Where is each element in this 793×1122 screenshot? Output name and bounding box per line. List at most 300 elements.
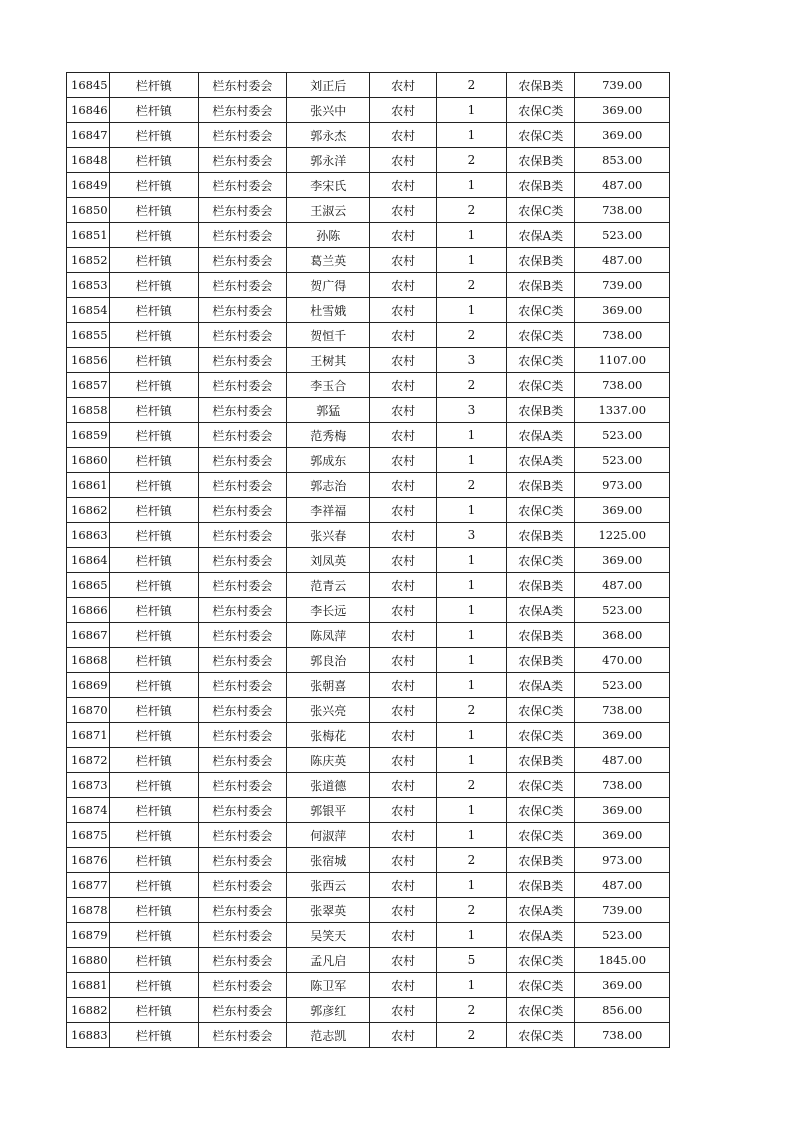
area-type-cell: 农村 xyxy=(370,648,436,673)
insurance-type-cell: 农保C类 xyxy=(507,123,575,148)
insurance-type-cell: 农保B类 xyxy=(507,73,575,98)
amount-cell: 369.00 xyxy=(575,548,670,573)
amount-cell: 487.00 xyxy=(575,873,670,898)
amount-cell: 523.00 xyxy=(575,598,670,623)
record-id-cell: 16863 xyxy=(67,523,110,548)
amount-cell: 470.00 xyxy=(575,648,670,673)
name-cell: 张西云 xyxy=(287,873,370,898)
area-type-cell: 农村 xyxy=(370,723,436,748)
area-type-cell: 农村 xyxy=(370,598,436,623)
area-type-cell: 农村 xyxy=(370,73,436,98)
insurance-type-cell: 农保C类 xyxy=(507,698,575,723)
village-committee-cell: 栏东村委会 xyxy=(198,198,286,223)
village-committee-cell: 栏东村委会 xyxy=(198,248,286,273)
village-committee-cell: 栏东村委会 xyxy=(198,1023,286,1048)
household-count-cell: 1 xyxy=(436,873,506,898)
area-type-cell: 农村 xyxy=(370,473,436,498)
amount-cell: 369.00 xyxy=(575,823,670,848)
village-committee-cell: 栏东村委会 xyxy=(198,348,286,373)
record-id-cell: 16850 xyxy=(67,198,110,223)
name-cell: 吴笑天 xyxy=(287,923,370,948)
table-row xyxy=(67,698,670,723)
household-count-cell: 2 xyxy=(436,898,506,923)
insurance-type-cell: 农保C类 xyxy=(507,498,575,523)
town-cell: 栏杆镇 xyxy=(110,348,198,373)
amount-cell: 523.00 xyxy=(575,673,670,698)
area-type-cell: 农村 xyxy=(370,348,436,373)
amount-cell: 523.00 xyxy=(575,223,670,248)
record-id-cell: 16871 xyxy=(67,723,110,748)
area-type-cell: 农村 xyxy=(370,298,436,323)
table-row xyxy=(67,548,670,573)
town-cell: 栏杆镇 xyxy=(110,998,198,1023)
amount-cell: 369.00 xyxy=(575,973,670,998)
household-count-cell: 2 xyxy=(436,1023,506,1048)
amount-cell: 738.00 xyxy=(575,773,670,798)
area-type-cell: 农村 xyxy=(370,798,436,823)
household-count-cell: 5 xyxy=(436,948,506,973)
area-type-cell: 农村 xyxy=(370,673,436,698)
town-cell: 栏杆镇 xyxy=(110,148,198,173)
record-id-cell: 16869 xyxy=(67,673,110,698)
village-committee-cell: 栏东村委会 xyxy=(198,723,286,748)
insurance-type-cell: 农保C类 xyxy=(507,723,575,748)
record-id-cell: 16862 xyxy=(67,498,110,523)
record-id-cell: 16866 xyxy=(67,598,110,623)
amount-cell: 738.00 xyxy=(575,373,670,398)
table-row xyxy=(67,773,670,798)
table-row xyxy=(67,798,670,823)
village-committee-cell: 栏东村委会 xyxy=(198,823,286,848)
village-committee-cell: 栏东村委会 xyxy=(198,598,286,623)
amount-cell: 523.00 xyxy=(575,448,670,473)
name-cell: 郭志治 xyxy=(287,473,370,498)
town-cell: 栏杆镇 xyxy=(110,398,198,423)
insurance-type-cell: 农保C类 xyxy=(507,198,575,223)
household-count-cell: 2 xyxy=(436,148,506,173)
town-cell: 栏杆镇 xyxy=(110,548,198,573)
town-cell: 栏杆镇 xyxy=(110,198,198,223)
household-count-cell: 1 xyxy=(436,798,506,823)
household-count-cell: 2 xyxy=(436,198,506,223)
table-row xyxy=(67,323,670,348)
record-id-cell: 16867 xyxy=(67,623,110,648)
insurance-type-cell: 农保B类 xyxy=(507,398,575,423)
village-committee-cell: 栏东村委会 xyxy=(198,923,286,948)
area-type-cell: 农村 xyxy=(370,173,436,198)
table-row xyxy=(67,73,670,98)
household-count-cell: 1 xyxy=(436,923,506,948)
insurance-type-cell: 农保A类 xyxy=(507,923,575,948)
village-committee-cell: 栏东村委会 xyxy=(198,223,286,248)
record-id-cell: 16878 xyxy=(67,898,110,923)
village-committee-cell: 栏东村委会 xyxy=(198,448,286,473)
name-cell: 张翠英 xyxy=(287,898,370,923)
area-type-cell: 农村 xyxy=(370,148,436,173)
town-cell: 栏杆镇 xyxy=(110,1023,198,1048)
insurance-type-cell: 农保A类 xyxy=(507,598,575,623)
area-type-cell: 农村 xyxy=(370,773,436,798)
area-type-cell: 农村 xyxy=(370,698,436,723)
village-committee-cell: 栏东村委会 xyxy=(198,648,286,673)
name-cell: 郭银平 xyxy=(287,798,370,823)
name-cell: 葛兰英 xyxy=(287,248,370,273)
village-committee-cell: 栏东村委会 xyxy=(198,898,286,923)
name-cell: 陈庆英 xyxy=(287,748,370,773)
name-cell: 李祥福 xyxy=(287,498,370,523)
village-committee-cell: 栏东村委会 xyxy=(198,148,286,173)
household-count-cell: 1 xyxy=(436,723,506,748)
record-id-cell: 16848 xyxy=(67,148,110,173)
insurance-type-cell: 农保C类 xyxy=(507,798,575,823)
table-row xyxy=(67,273,670,298)
insurance-type-cell: 农保A类 xyxy=(507,223,575,248)
household-count-cell: 1 xyxy=(436,423,506,448)
record-id-cell: 16873 xyxy=(67,773,110,798)
area-type-cell: 农村 xyxy=(370,273,436,298)
name-cell: 张朝喜 xyxy=(287,673,370,698)
household-count-cell: 1 xyxy=(436,673,506,698)
town-cell: 栏杆镇 xyxy=(110,648,198,673)
amount-cell: 1225.00 xyxy=(575,523,670,548)
area-type-cell: 农村 xyxy=(370,373,436,398)
village-committee-cell: 栏东村委会 xyxy=(198,173,286,198)
record-id-cell: 16883 xyxy=(67,1023,110,1048)
area-type-cell: 农村 xyxy=(370,1023,436,1048)
record-id-cell: 16846 xyxy=(67,98,110,123)
table-row xyxy=(67,823,670,848)
area-type-cell: 农村 xyxy=(370,123,436,148)
table-row xyxy=(67,98,670,123)
insurance-type-cell: 农保B类 xyxy=(507,173,575,198)
village-committee-cell: 栏东村委会 xyxy=(198,523,286,548)
insurance-type-cell: 农保B类 xyxy=(507,248,575,273)
insurance-type-cell: 农保B类 xyxy=(507,748,575,773)
area-type-cell: 农村 xyxy=(370,223,436,248)
village-committee-cell: 栏东村委会 xyxy=(198,123,286,148)
area-type-cell: 农村 xyxy=(370,873,436,898)
village-committee-cell: 栏东村委会 xyxy=(198,973,286,998)
household-count-cell: 1 xyxy=(436,823,506,848)
household-count-cell: 2 xyxy=(436,323,506,348)
village-committee-cell: 栏东村委会 xyxy=(198,373,286,398)
household-count-cell: 1 xyxy=(436,623,506,648)
name-cell: 贺广得 xyxy=(287,273,370,298)
table-row xyxy=(67,223,670,248)
name-cell: 刘正后 xyxy=(287,73,370,98)
amount-cell: 973.00 xyxy=(575,473,670,498)
amount-cell: 1845.00 xyxy=(575,948,670,973)
village-committee-cell: 栏东村委会 xyxy=(198,873,286,898)
town-cell: 栏杆镇 xyxy=(110,948,198,973)
table-row xyxy=(67,348,670,373)
amount-cell: 739.00 xyxy=(575,898,670,923)
subsidy-table xyxy=(66,72,670,1048)
table-row xyxy=(67,748,670,773)
area-type-cell: 农村 xyxy=(370,623,436,648)
amount-cell: 1337.00 xyxy=(575,398,670,423)
insurance-type-cell: 农保C类 xyxy=(507,323,575,348)
insurance-type-cell: 农保A类 xyxy=(507,423,575,448)
insurance-type-cell: 农保C类 xyxy=(507,948,575,973)
table-row xyxy=(67,448,670,473)
amount-cell: 1107.00 xyxy=(575,348,670,373)
household-count-cell: 3 xyxy=(436,348,506,373)
household-count-cell: 1 xyxy=(436,648,506,673)
area-type-cell: 农村 xyxy=(370,973,436,998)
amount-cell: 368.00 xyxy=(575,623,670,648)
village-committee-cell: 栏东村委会 xyxy=(198,573,286,598)
record-id-cell: 16874 xyxy=(67,798,110,823)
name-cell: 范秀梅 xyxy=(287,423,370,448)
household-count-cell: 2 xyxy=(436,848,506,873)
name-cell: 李宋氏 xyxy=(287,173,370,198)
area-type-cell: 农村 xyxy=(370,898,436,923)
insurance-type-cell: 农保B类 xyxy=(507,523,575,548)
table-row xyxy=(67,623,670,648)
table-row xyxy=(67,298,670,323)
town-cell: 栏杆镇 xyxy=(110,373,198,398)
record-id-cell: 16875 xyxy=(67,823,110,848)
table-row xyxy=(67,423,670,448)
amount-cell: 369.00 xyxy=(575,723,670,748)
record-id-cell: 16854 xyxy=(67,298,110,323)
household-count-cell: 2 xyxy=(436,998,506,1023)
area-type-cell: 农村 xyxy=(370,98,436,123)
household-count-cell: 1 xyxy=(436,748,506,773)
area-type-cell: 农村 xyxy=(370,998,436,1023)
insurance-type-cell: 农保B类 xyxy=(507,623,575,648)
name-cell: 孟凡启 xyxy=(287,948,370,973)
name-cell: 张宿城 xyxy=(287,848,370,873)
record-id-cell: 16857 xyxy=(67,373,110,398)
table-row xyxy=(67,648,670,673)
amount-cell: 523.00 xyxy=(575,923,670,948)
town-cell: 栏杆镇 xyxy=(110,73,198,98)
table-row xyxy=(67,948,670,973)
table-row xyxy=(67,1023,670,1048)
household-count-cell: 1 xyxy=(436,973,506,998)
record-id-cell: 16859 xyxy=(67,423,110,448)
name-cell: 郭永杰 xyxy=(287,123,370,148)
town-cell: 栏杆镇 xyxy=(110,523,198,548)
amount-cell: 369.00 xyxy=(575,298,670,323)
insurance-type-cell: 农保B类 xyxy=(507,848,575,873)
table-row xyxy=(67,473,670,498)
village-committee-cell: 栏东村委会 xyxy=(198,423,286,448)
village-committee-cell: 栏东村委会 xyxy=(198,948,286,973)
household-count-cell: 1 xyxy=(436,498,506,523)
amount-cell: 487.00 xyxy=(575,748,670,773)
record-id-cell: 16872 xyxy=(67,748,110,773)
record-id-cell: 16876 xyxy=(67,848,110,873)
amount-cell: 487.00 xyxy=(575,573,670,598)
household-count-cell: 1 xyxy=(436,298,506,323)
area-type-cell: 农村 xyxy=(370,823,436,848)
insurance-type-cell: 农保C类 xyxy=(507,548,575,573)
area-type-cell: 农村 xyxy=(370,548,436,573)
name-cell: 刘凤英 xyxy=(287,548,370,573)
town-cell: 栏杆镇 xyxy=(110,298,198,323)
record-id-cell: 16879 xyxy=(67,923,110,948)
name-cell: 陈凤萍 xyxy=(287,623,370,648)
table-row xyxy=(67,498,670,523)
table-row xyxy=(67,898,670,923)
table-row xyxy=(67,873,670,898)
name-cell: 张梅花 xyxy=(287,723,370,748)
record-id-cell: 16865 xyxy=(67,573,110,598)
name-cell: 范志凯 xyxy=(287,1023,370,1048)
household-count-cell: 1 xyxy=(436,598,506,623)
name-cell: 王树其 xyxy=(287,348,370,373)
table-row xyxy=(67,398,670,423)
name-cell: 张兴春 xyxy=(287,523,370,548)
insurance-type-cell: 农保B类 xyxy=(507,473,575,498)
town-cell: 栏杆镇 xyxy=(110,598,198,623)
town-cell: 栏杆镇 xyxy=(110,923,198,948)
record-id-cell: 16864 xyxy=(67,548,110,573)
insurance-type-cell: 农保A类 xyxy=(507,448,575,473)
village-committee-cell: 栏东村委会 xyxy=(198,773,286,798)
household-count-cell: 1 xyxy=(436,173,506,198)
insurance-type-cell: 农保B类 xyxy=(507,648,575,673)
amount-cell: 369.00 xyxy=(575,498,670,523)
record-id-cell: 16852 xyxy=(67,248,110,273)
town-cell: 栏杆镇 xyxy=(110,673,198,698)
table-row xyxy=(67,673,670,698)
area-type-cell: 农村 xyxy=(370,523,436,548)
name-cell: 杜雪娥 xyxy=(287,298,370,323)
amount-cell: 369.00 xyxy=(575,798,670,823)
name-cell: 郭良治 xyxy=(287,648,370,673)
amount-cell: 738.00 xyxy=(575,1023,670,1048)
town-cell: 栏杆镇 xyxy=(110,823,198,848)
village-committee-cell: 栏东村委会 xyxy=(198,698,286,723)
area-type-cell: 农村 xyxy=(370,848,436,873)
town-cell: 栏杆镇 xyxy=(110,248,198,273)
area-type-cell: 农村 xyxy=(370,248,436,273)
table-row xyxy=(67,198,670,223)
town-cell: 栏杆镇 xyxy=(110,498,198,523)
area-type-cell: 农村 xyxy=(370,398,436,423)
household-count-cell: 1 xyxy=(436,448,506,473)
amount-cell: 853.00 xyxy=(575,148,670,173)
household-count-cell: 1 xyxy=(436,123,506,148)
insurance-type-cell: 农保C类 xyxy=(507,298,575,323)
table-row xyxy=(67,998,670,1023)
town-cell: 栏杆镇 xyxy=(110,623,198,648)
household-count-cell: 2 xyxy=(436,373,506,398)
record-id-cell: 16855 xyxy=(67,323,110,348)
town-cell: 栏杆镇 xyxy=(110,698,198,723)
insurance-type-cell: 农保B类 xyxy=(507,573,575,598)
household-count-cell: 2 xyxy=(436,773,506,798)
village-committee-cell: 栏东村委会 xyxy=(198,848,286,873)
area-type-cell: 农村 xyxy=(370,948,436,973)
amount-cell: 487.00 xyxy=(575,248,670,273)
town-cell: 栏杆镇 xyxy=(110,748,198,773)
area-type-cell: 农村 xyxy=(370,573,436,598)
table-row xyxy=(67,248,670,273)
village-committee-cell: 栏东村委会 xyxy=(198,498,286,523)
area-type-cell: 农村 xyxy=(370,423,436,448)
name-cell: 张兴中 xyxy=(287,98,370,123)
village-committee-cell: 栏东村委会 xyxy=(198,798,286,823)
household-count-cell: 2 xyxy=(436,698,506,723)
record-id-cell: 16845 xyxy=(67,73,110,98)
household-count-cell: 1 xyxy=(436,548,506,573)
insurance-type-cell: 农保A类 xyxy=(507,898,575,923)
amount-cell: 738.00 xyxy=(575,198,670,223)
village-committee-cell: 栏东村委会 xyxy=(198,623,286,648)
record-id-cell: 16853 xyxy=(67,273,110,298)
insurance-type-cell: 农保C类 xyxy=(507,773,575,798)
village-committee-cell: 栏东村委会 xyxy=(198,98,286,123)
area-type-cell: 农村 xyxy=(370,198,436,223)
table-row xyxy=(67,598,670,623)
household-count-cell: 2 xyxy=(436,473,506,498)
table-body xyxy=(67,73,670,1048)
record-id-cell: 16881 xyxy=(67,973,110,998)
amount-cell: 738.00 xyxy=(575,323,670,348)
town-cell: 栏杆镇 xyxy=(110,723,198,748)
insurance-type-cell: 农保C类 xyxy=(507,998,575,1023)
village-committee-cell: 栏东村委会 xyxy=(198,298,286,323)
town-cell: 栏杆镇 xyxy=(110,423,198,448)
name-cell: 范青云 xyxy=(287,573,370,598)
town-cell: 栏杆镇 xyxy=(110,573,198,598)
record-id-cell: 16882 xyxy=(67,998,110,1023)
village-committee-cell: 栏东村委会 xyxy=(198,398,286,423)
household-count-cell: 3 xyxy=(436,398,506,423)
record-id-cell: 16860 xyxy=(67,448,110,473)
amount-cell: 369.00 xyxy=(575,123,670,148)
name-cell: 郭彦红 xyxy=(287,998,370,1023)
name-cell: 陈卫军 xyxy=(287,973,370,998)
town-cell: 栏杆镇 xyxy=(110,273,198,298)
town-cell: 栏杆镇 xyxy=(110,798,198,823)
name-cell: 孙陈 xyxy=(287,223,370,248)
town-cell: 栏杆镇 xyxy=(110,773,198,798)
record-id-cell: 16870 xyxy=(67,698,110,723)
name-cell: 李玉合 xyxy=(287,373,370,398)
insurance-type-cell: 农保C类 xyxy=(507,823,575,848)
area-type-cell: 农村 xyxy=(370,498,436,523)
insurance-type-cell: 农保B类 xyxy=(507,873,575,898)
household-count-cell: 1 xyxy=(436,98,506,123)
household-count-cell: 1 xyxy=(436,248,506,273)
record-id-cell: 16847 xyxy=(67,123,110,148)
insurance-type-cell: 农保C类 xyxy=(507,348,575,373)
town-cell: 栏杆镇 xyxy=(110,323,198,348)
insurance-type-cell: 农保C类 xyxy=(507,98,575,123)
area-type-cell: 农村 xyxy=(370,323,436,348)
name-cell: 郭永洋 xyxy=(287,148,370,173)
table-row xyxy=(67,573,670,598)
town-cell: 栏杆镇 xyxy=(110,173,198,198)
table-row xyxy=(67,523,670,548)
household-count-cell: 1 xyxy=(436,223,506,248)
insurance-type-cell: 农保B类 xyxy=(507,148,575,173)
village-committee-cell: 栏东村委会 xyxy=(198,73,286,98)
insurance-type-cell: 农保C类 xyxy=(507,1023,575,1048)
insurance-type-cell: 农保C类 xyxy=(507,373,575,398)
household-count-cell: 2 xyxy=(436,73,506,98)
town-cell: 栏杆镇 xyxy=(110,473,198,498)
record-id-cell: 16880 xyxy=(67,948,110,973)
name-cell: 张道德 xyxy=(287,773,370,798)
town-cell: 栏杆镇 xyxy=(110,448,198,473)
